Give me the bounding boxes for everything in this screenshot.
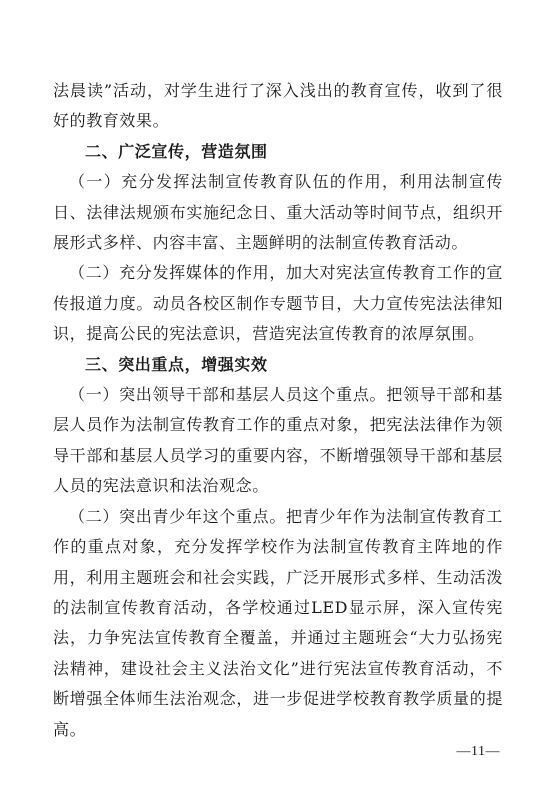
section-heading-2: 二、广泛宣传，营造氛围	[85, 141, 268, 161]
paragraph-continuation: 法晨读”活动，对学生进行了深入浅出的教育宣传，收到了很好的教育效果。	[53, 81, 503, 131]
page-number: —11—	[456, 744, 500, 759]
paragraph-3-2: （二）突出青少年这个重点。把青少年作为法制宣传教育工作的重点对象，充分发挥学校作为法制宣传教育主阵地的作用，利用主题班会和社会实践，广泛开展形式多样、生动活泼的法制宣传教育活动，各学校通过LED显示屏，深入宣传宪法，力争宪法宣传教育全覆盖，并通过主题班会“大力弘扬宪法精神，建设社会主义法治文化”进行宪法宣传教育活动，不断增强全体师生法治观念，进一步促进学校教育教学质量的提高。	[53, 506, 503, 739]
section-heading-3: 三、突出重点，增强实效	[85, 354, 268, 374]
document-body	[53, 76, 503, 745]
paragraph-2-2: （二）充分发挥媒体的作用，加大对宪法宣传教育工作的宣传报道力度。动员各校区制作专题节目，大力宣传宪法法律知识，提高公民的宪法意识，营造宪法宣传教育的浓厚氛围。	[53, 263, 503, 344]
paragraph-2-1: （一）充分发挥法制宣传教育队伍的作用，利用法制宣传日、法律法规颁布实施纪念日、重大活动等时间节点，组织开展形式多样、内容丰富、主题鲜明的法制宣传教育活动。	[53, 172, 503, 253]
paragraph-3-1: （一）突出领导干部和基层人员这个重点。把领导干部和基层人员作为法制宣传教育工作的重点对象，把宪法法律作为领导干部和基层人员学习的重要内容，不断增强领导干部和基层人员的宪法意识和法治观念。	[53, 385, 503, 496]
